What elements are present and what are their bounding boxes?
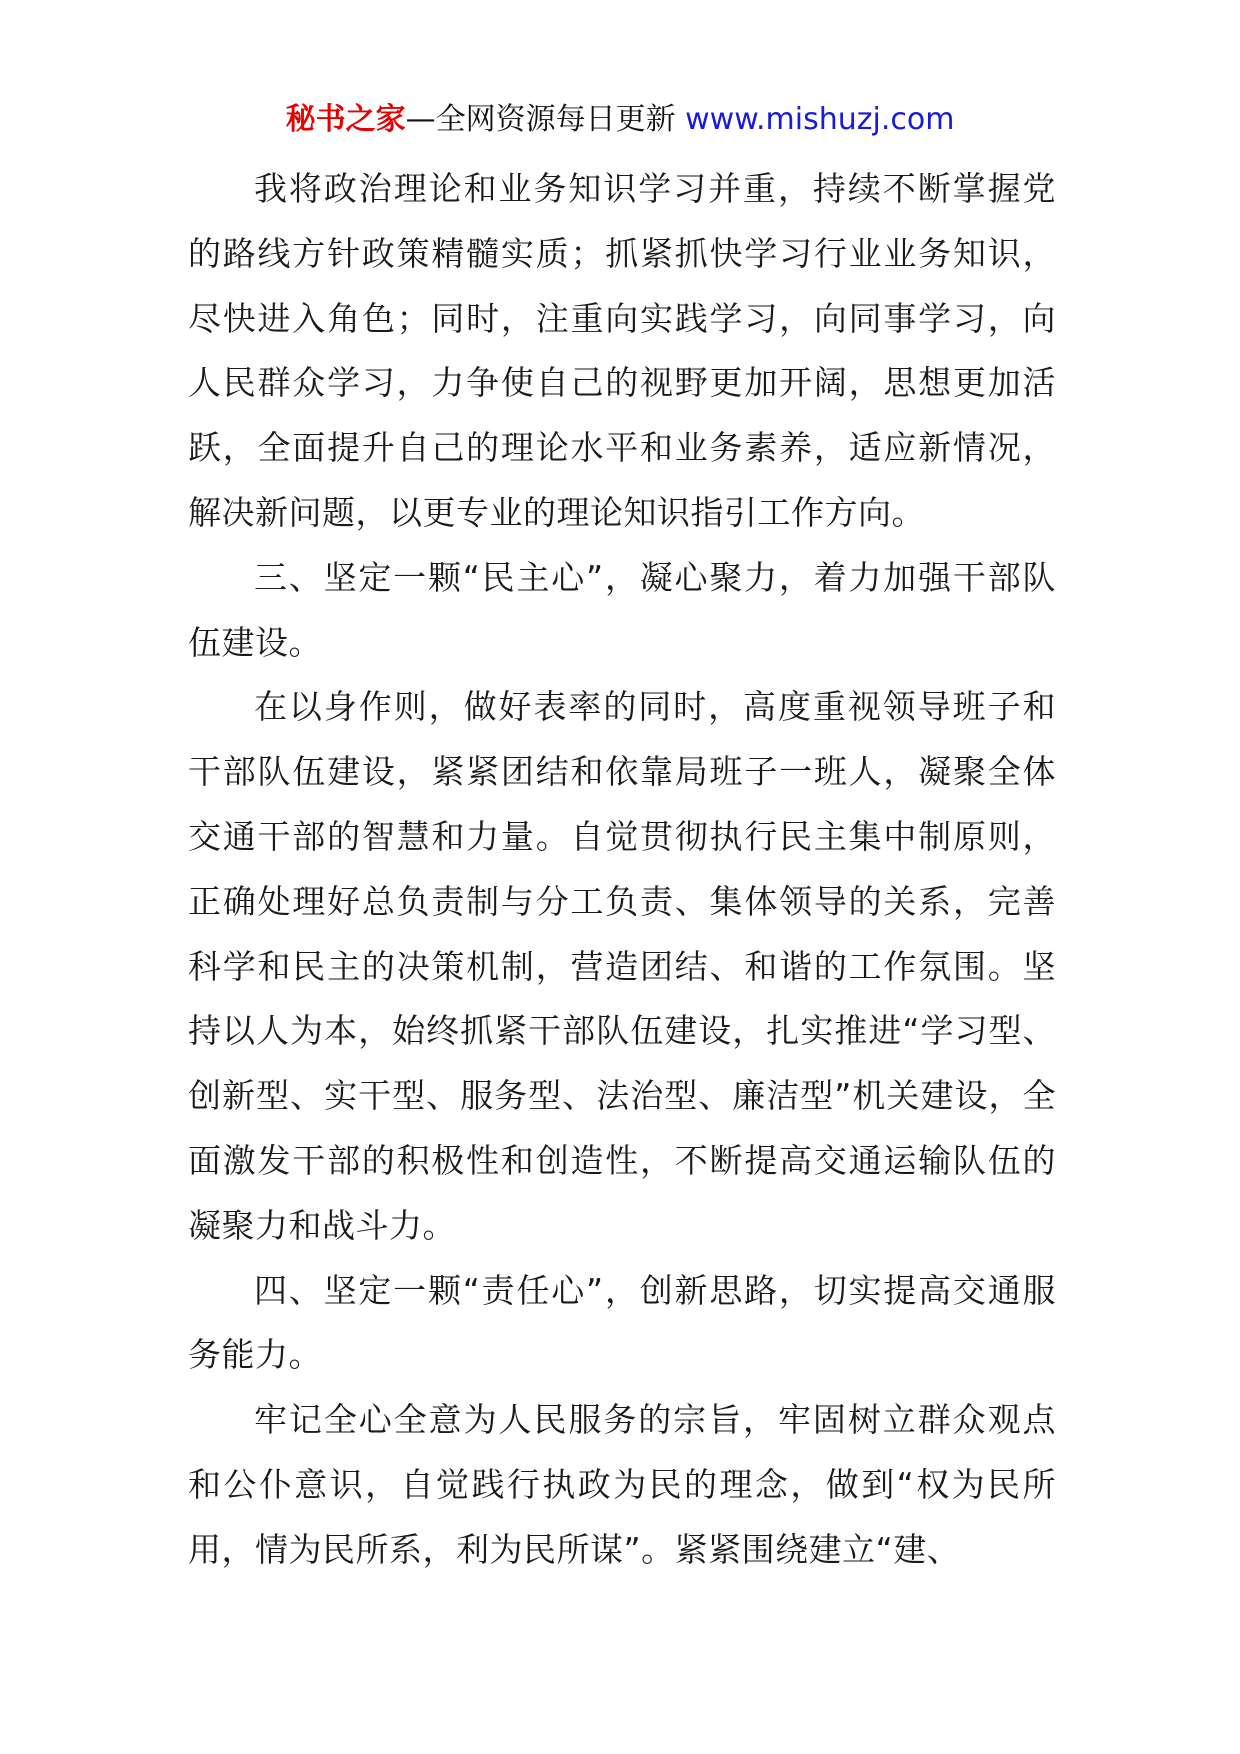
header-tagline: —全网资源每日更新 <box>405 102 686 137</box>
section-heading-democracy: 三、坚定一颗“民主心”，凝心聚力，着力加强干部队伍建设。 <box>188 557 1056 662</box>
document-body <box>188 157 1056 1583</box>
paragraph-team-building: 在以身作则，做好表率的同时，高度重视领导班子和干部队伍建设，紧紧团结和依靠局班子一班人，凝聚全体交通干部的智慧和力量。自觉贯彻执行民主集中制原则，正确处理好总负责制与分工负责、集体领导的关系，完善科学和民主的决策机制，营造团结、和谐的工作氛围。坚持以人为本，始终抓紧干部队伍建设，扎实推进“学习型、创新型、实干型、服务型、法治型、廉洁型”机关建设，全面激发干部的积极性和创造性，不断提高交通运输队伍的凝聚力和战斗力。 <box>188 687 1056 1245</box>
site-url-link[interactable]: www.mishuzj.com <box>685 102 955 137</box>
paragraph-study: 我将政治理论和业务知识学习并重，持续不断掌握党的路线方针政策精髓实质；抓紧抓快学习行业业务知识，尽快进入角色；同时，注重向实践学习，向同事学习，向人民群众学习，力争使自己的视野更加开阔，思想更加活跃，全面提升自己的理论水平和业务素养，适应新情况，解决新问题，以更专业的理论知识指引工作方向。 <box>188 169 1056 532</box>
page-header <box>0 100 1240 140</box>
section-heading-responsibility: 四、坚定一颗“责任心”，创新思路，切实提高交通服务能力。 <box>188 1270 1056 1375</box>
brand-name: 秘书之家 <box>285 102 406 137</box>
paragraph-service: 牢记全心全意为人民服务的宗旨，牢固树立群众观点和公仆意识，自觉践行执政为民的理念，做到“权为民所用，情为民所系，利为民所谋”。紧紧围绕建立“建、 <box>188 1400 1056 1569</box>
